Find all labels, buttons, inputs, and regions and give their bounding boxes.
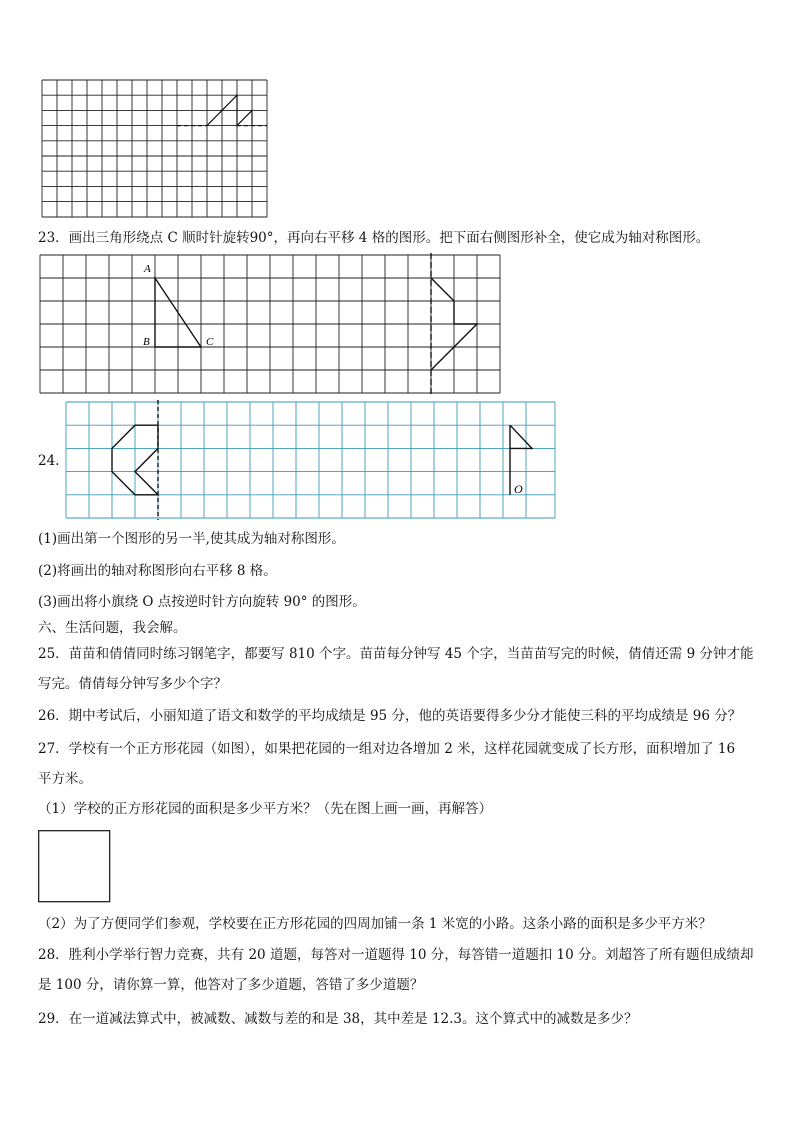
q25-line1: 25．苗苗和倩倩同时练习钢笔字，都要写 810 个字。苗苗每分钟写 45 个字，当苗苗写完的时候，倩倩还需 9 分钟才能 xyxy=(38,646,754,662)
q28-line1: 28．胜利小学举行智力竞赛，共有 20 道题，每答对一道题得 10 分，每答错一道题扣 10 分。刘超答了所有题但成绩却 xyxy=(38,947,754,963)
q24-part-3: (3)画出将小旗绕 O 点按逆时针方向旋转 90° 的图形。 xyxy=(38,594,366,610)
label-B: B xyxy=(143,336,150,348)
q26-text: 26．期中考试后，小丽知道了语文和数学的平均成绩是 95 分，他的英语要得多少分才能使三科的平均成绩是 96 分？ xyxy=(38,708,742,724)
q27-part1: （1）学校的正方形花园的面积是多少平方米？（先在图上画一画，再解答） xyxy=(38,801,493,817)
q28-line2: 是 100 分，请你算一算，他答对了多少道题，答错了多少道题？ xyxy=(38,977,424,993)
q24-part-1: (1)画出第一个图形的另一半,使其成为轴对称图形。 xyxy=(38,531,345,547)
q24-number: 24. xyxy=(38,453,60,469)
q24-part-2: (2)将画出的轴对称图形向右平移 8 格。 xyxy=(38,563,277,579)
q24-grid-figure xyxy=(66,402,558,520)
q25-line2: 写完。倩倩每分钟写多少个字？ xyxy=(38,676,227,692)
q27-part2: （2）为了方便同学们参观，学校要在正方形花园的四周加铺一条 1 米宽的小路。这条小路的面积是多少平方米？ xyxy=(38,916,712,932)
square-garden-figure xyxy=(38,830,112,904)
q29-text: 29．在一道减法算式中，被减数、减数与差的和是 38，其中差是 12.3。这个算式中的减数是多少？ xyxy=(38,1011,638,1027)
q27-line2: 平方米。 xyxy=(38,771,92,787)
q23-grid-figure xyxy=(40,255,502,395)
section-heading: 六、生活问题，我会解。 xyxy=(38,620,187,636)
label-A: A xyxy=(144,263,151,275)
top-grid-figure xyxy=(42,80,270,218)
label-C: C xyxy=(206,336,214,348)
q23-text: 23．画出三角形绕点 C 顺时针旋转90°，再向右平移 4 格的图形。把下面右侧图形补全，使它成为轴对称图形。 xyxy=(38,230,710,246)
q27-line1: 27．学校有一个正方形花园（如图），如果把花园的一组对边各增加 2 米，这样花园就变成了长方形，面积增加了 16 xyxy=(38,741,736,757)
label-O: O xyxy=(514,482,523,496)
